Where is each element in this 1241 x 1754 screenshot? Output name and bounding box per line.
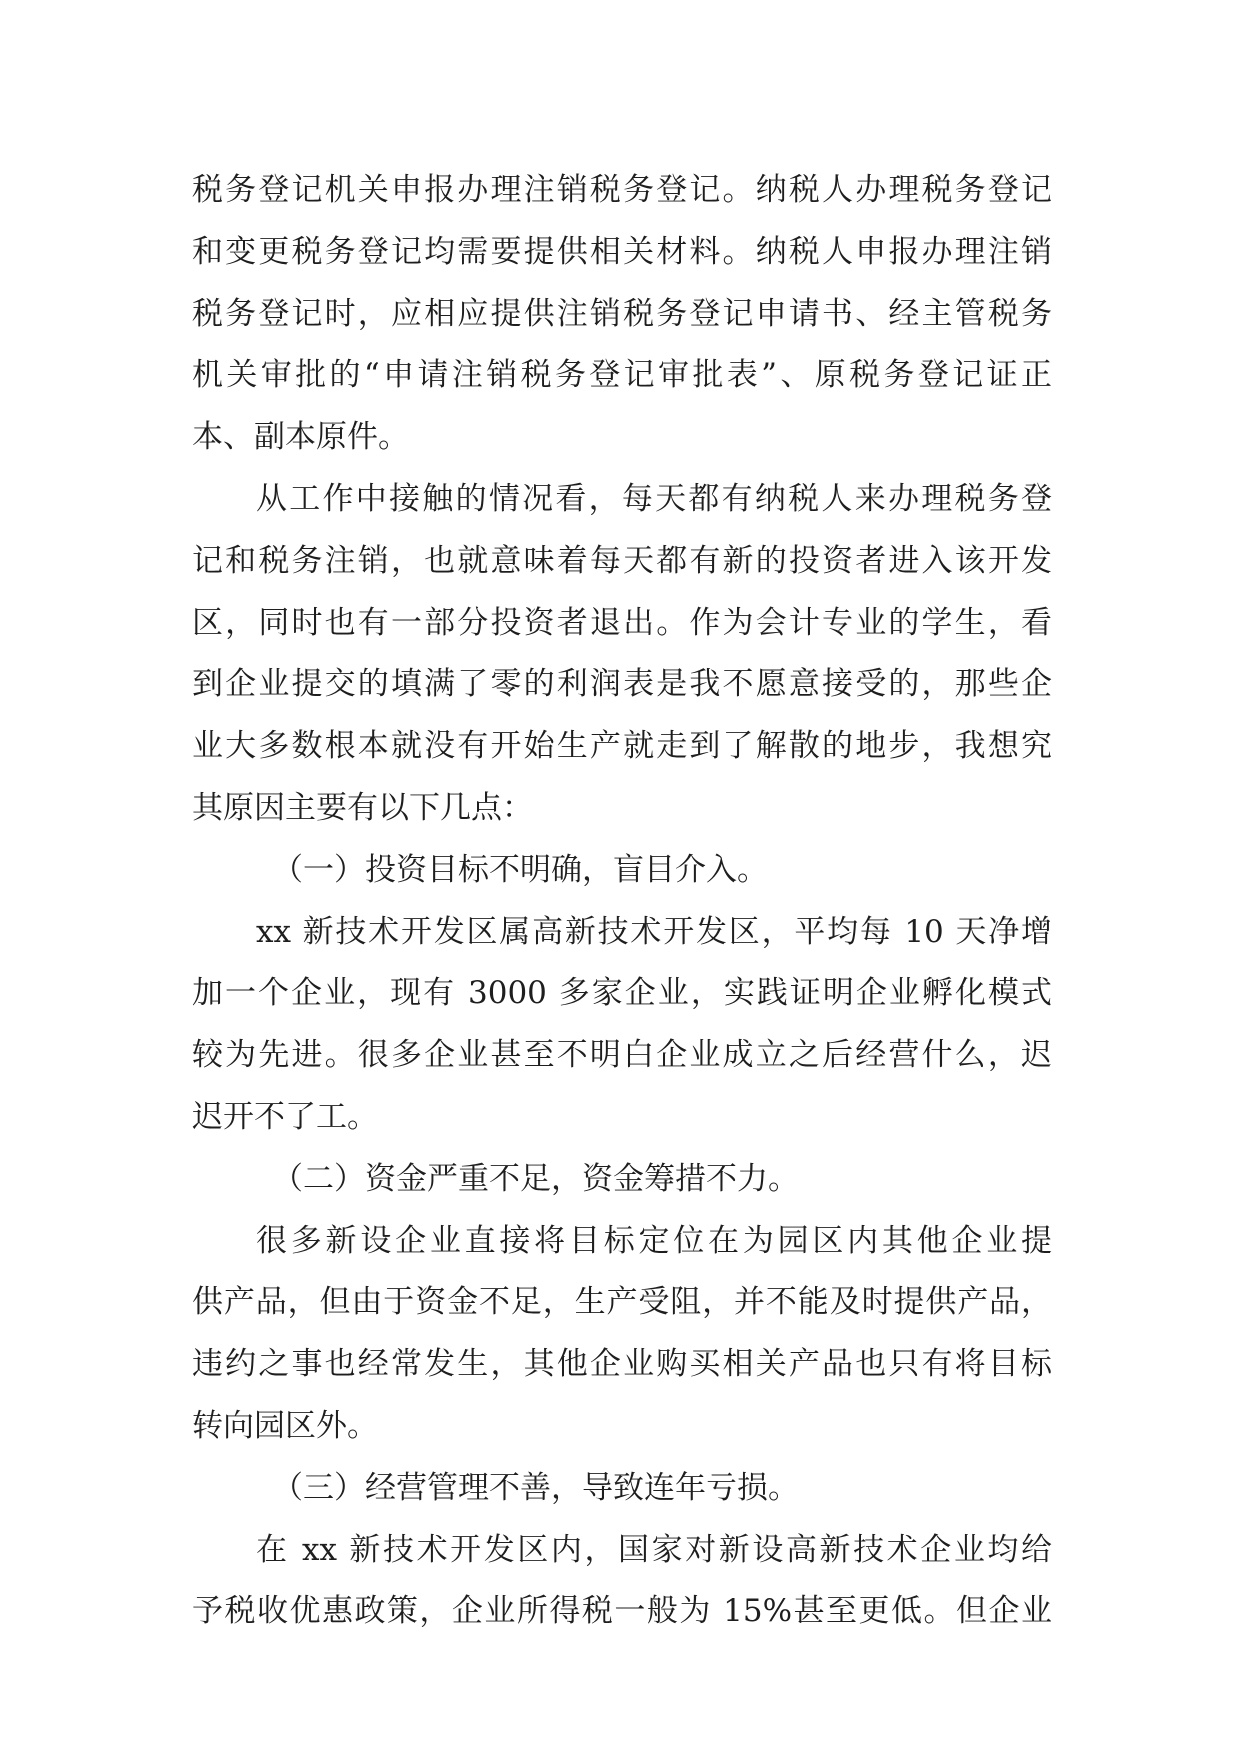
text-line: 业大多数根本就没有开始生产就走到了解散的地步，我想究	[192, 728, 1052, 765]
paragraph-first-line: 在 xx 新技术开发区内，国家对新设高新技术企业均给	[256, 1531, 1052, 1568]
text-line: 和变更税务登记均需要提供相关材料。纳税人申报办理注销	[192, 233, 1052, 270]
text-line: 迟开不了工。	[192, 1098, 378, 1135]
text-line: 予税收优惠政策，企业所得税一般为 15%甚至更低。但企业	[192, 1593, 1052, 1630]
text-line: 较为先进。很多企业甚至不明白企业成立之后经营什么，迟	[192, 1037, 1052, 1074]
text-line: 税务登记机关申报办理注销税务登记。纳税人办理税务登记	[192, 172, 1052, 208]
text-line: 税务登记时，应相应提供注销税务登记申请书、经主管税务	[192, 295, 1052, 332]
text-line: 供产品，但由于资金不足，生产受阻，并不能及时提供产品，	[192, 1284, 1052, 1321]
text-line: 违约之事也经常发生，其他企业购买相关产品也只有将目标	[192, 1346, 1052, 1383]
text-line: 加一个企业，现有 3000 多家企业，实践证明企业孵化模式	[192, 975, 1052, 1012]
text-line: 到企业提交的填满了零的利润表是我不愿意接受的，那些企	[192, 666, 1052, 703]
section-heading: （二）资金严重不足，资金筹措不力。	[272, 1160, 799, 1197]
text-line: 机关审批的“申请注销税务登记审批表”、原税务登记证正	[192, 357, 1052, 394]
paragraph-first-line: xx 新技术开发区属高新技术开发区，平均每 10 天净增	[256, 913, 1052, 950]
text-line: 其原因主要有以下几点：	[192, 789, 533, 826]
text-line: 转向园区外。	[192, 1407, 378, 1444]
body-text	[192, 160, 1052, 1643]
section-heading: （三）经营管理不善，导致连年亏损。	[272, 1469, 799, 1506]
text-line: 区，同时也有一部分投资者退出。作为会计专业的学生，看	[192, 604, 1052, 641]
text-line: 本、副本原件。	[192, 419, 409, 456]
paragraph-first-line: 从工作中接触的情况看，每天都有纳税人来办理税务登	[256, 480, 1052, 517]
section-heading: （一）投资目标不明确，盲目介入。	[272, 851, 768, 888]
paragraph-first-line: 很多新设企业直接将目标定位在为园区内其他企业提	[256, 1222, 1052, 1259]
text-line: 记和税务注销，也就意味着每天都有新的投资者进入该开发	[192, 542, 1052, 579]
